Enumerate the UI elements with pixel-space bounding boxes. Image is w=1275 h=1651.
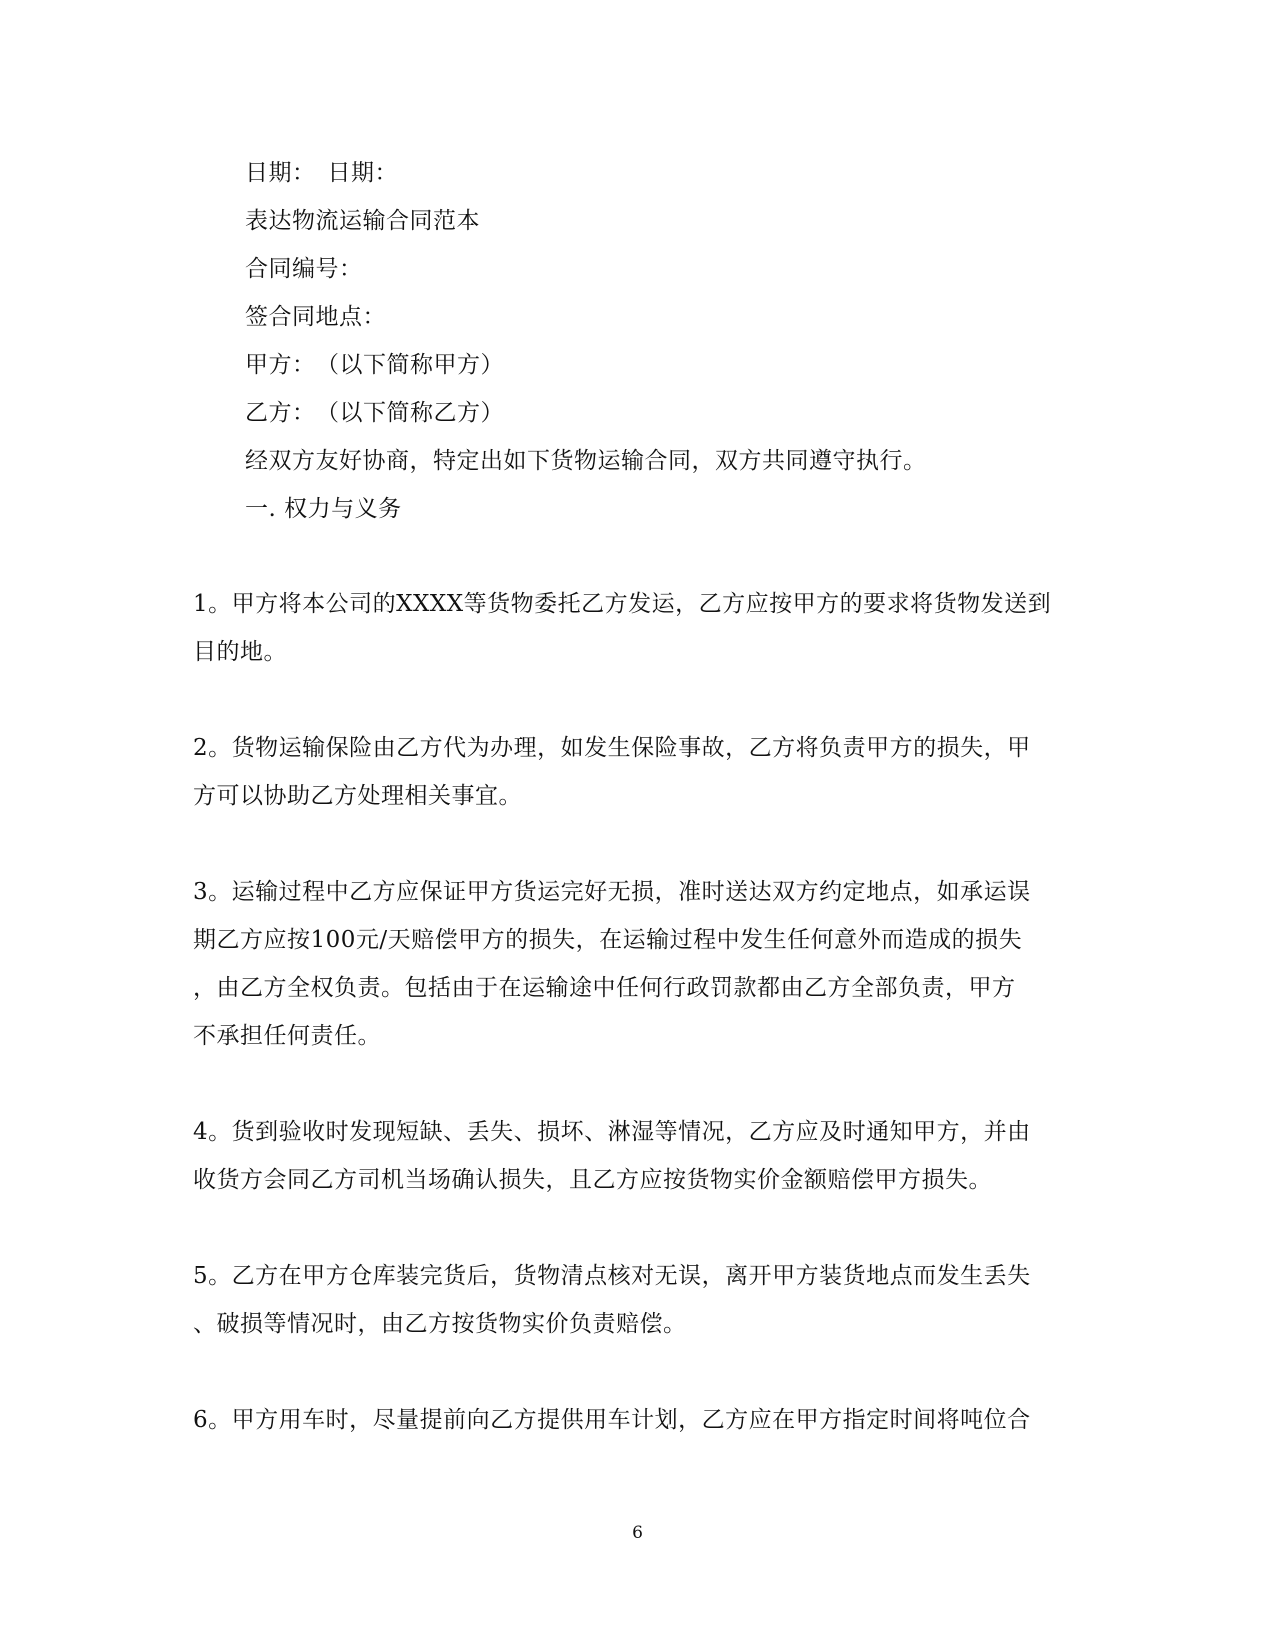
contract-number-label: 合同编号： <box>245 256 363 282</box>
section-heading: 一. 权力与义务 <box>245 496 402 522</box>
clause-4-line-2: 收货方会同乙方司机当场确认损失，且乙方应按货物实价金额赔偿甲方损失。 <box>193 1167 992 1193</box>
clause-4-line-1: 4。货到验收时发现短缺、丢失、损坏、淋湿等情况，乙方应及时通知甲方，并由 <box>193 1119 1031 1145</box>
clause-1-line-1: 1。甲方将本公司的XXXX等货物委托乙方发运，乙方应按甲方的要求将货物发送到 <box>193 591 1052 617</box>
clause-6-line-1: 6。甲方用车时，尽量提前向乙方提供用车计划，乙方应在甲方指定时间将吨位合 <box>193 1407 1031 1433</box>
clause-2-line-1: 2。货物运输保险由乙方代为办理，如发生保险事故，乙方将负责甲方的损失，甲 <box>193 735 1031 761</box>
clause-1-line-2: 目的地。 <box>193 639 287 665</box>
clause-3-line-3: ，由乙方全权负责。包括由于在运输途中任何行政罚款都由乙方全部负责，甲方 <box>193 975 1016 1001</box>
sign-place-label: 签合同地点： <box>245 304 386 330</box>
clause-3-line-4: 不承担任何责任。 <box>193 1023 381 1049</box>
clause-5-line-2: 、破损等情况时，由乙方按货物实价负责赔偿。 <box>193 1311 687 1337</box>
party-b-line: 乙方： （以下简称乙方） <box>245 400 504 426</box>
date-line: 日期： 日期： <box>245 160 398 186</box>
document-title: 表达物流运输合同范本 <box>245 208 480 234</box>
clause-5-line-1: 5。乙方在甲方仓库装完货后，货物清点核对无误，离开甲方装货地点而发生丢失 <box>193 1263 1031 1289</box>
page-number: 6 <box>632 1523 643 1543</box>
clause-2-line-2: 方可以协助乙方处理相关事宜。 <box>193 783 522 809</box>
clause-3-line-2: 期乙方应按100元/天赔偿甲方的损失，在运输过程中发生任何意外而造成的损失 <box>193 927 1023 953</box>
clause-3-line-1: 3。运输过程中乙方应保证甲方货运完好无损，准时送达双方约定地点，如承运误 <box>193 879 1031 905</box>
party-a-line: 甲方： （以下简称甲方） <box>245 352 504 378</box>
intro-paragraph: 经双方友好协商，特定出如下货物运输合同，双方共同遵守执行。 <box>245 448 927 474</box>
